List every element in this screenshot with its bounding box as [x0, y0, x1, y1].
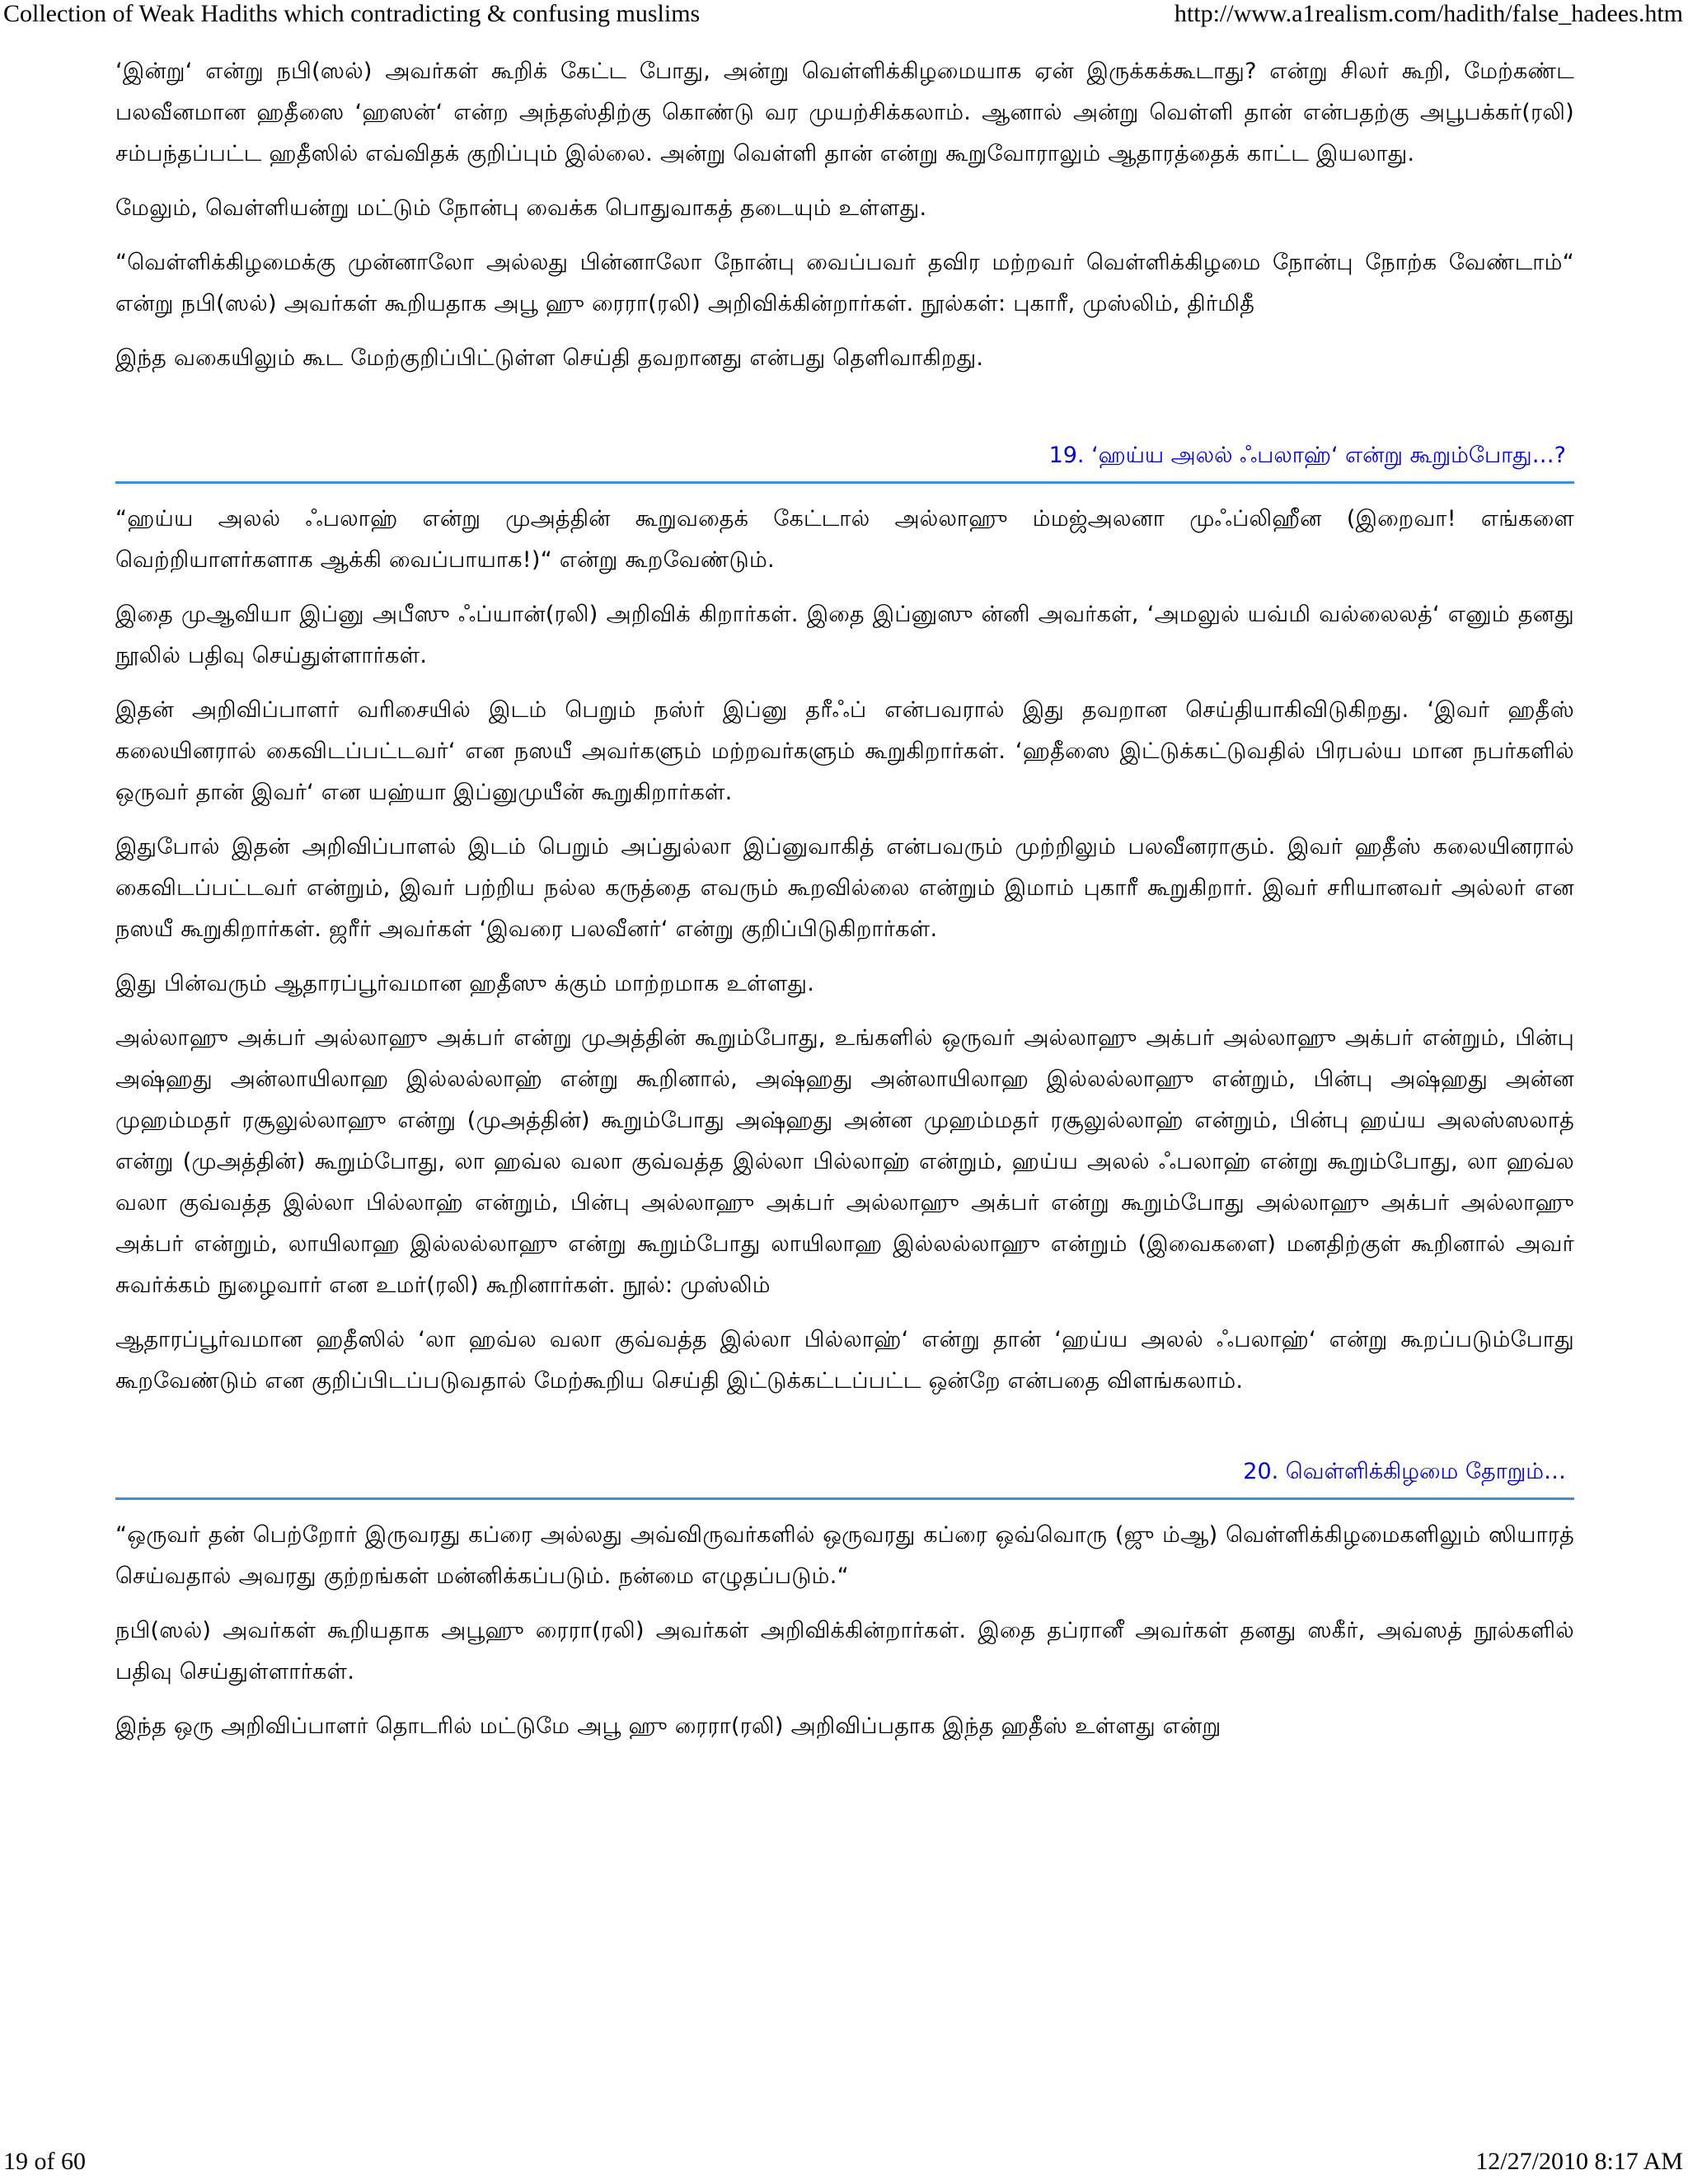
section-20-paragraph: “ஒருவர் தன் பெற்றோர் இருவரது கப்ரை அல்லது அவ்விருவர்களில் ஒருவரது கப்ரை ஒவ்வொரு (ஜு ம்ஆ) வெள்ளிக்கிழமைகளிலும் ஸியாரத் செய்வதால் அவரது குற்றங்கள் மன்னிக்கப்படும். நன்மை எழுதப்படும்.“	[115, 1522, 1574, 1589]
section-19-paragraph: ஆதாரப்பூர்வமான ஹதீஸில் ‘லா ஹவ்ல வலா குவ்வத்த இல்லா பில்லாஹ்‘ என்று தான் ‘ஹய்ய அலல் ஃபலாஹ்‘ என்று கூறப்படும்போது கூறவேண்டும் என குறிப்பிடப்படுவதால் மேற்கூறிய செய்தி இட்டுக்கட்டப்பட்ட ஒன்றே என்பதை விளங்கலாம்.	[115, 1327, 1574, 1394]
print-header-url: http://www.a1realism.com/hadith/false_hadees.htm	[1174, 0, 1683, 27]
section-20-paragraph: நபி(ஸல்) அவர்கள் கூறியதாக அபூஹு ரைரா(ரலி) அவர்கள் அறிவிக்கின்றார்கள். இதை தப்ரானீ அவர்கள் தனது ஸகீர், அவ்ஸத் நூல்களில் பதிவு செய்துள்ளார்கள்.	[115, 1618, 1574, 1685]
section-19-heading: 19. ‘ஹய்ய அலல் ஃபலாஹ்‘ என்று கூறும்போது…?	[1048, 443, 1566, 468]
spacer	[115, 1415, 1574, 1451]
section-19-paragraph: இது பின்வரும் ஆதாரப்பூர்வமான ஹதீஸு க்கும் மாற்றமாக உள்ளது.	[115, 971, 815, 996]
intro-paragraph: இந்த வகையிலும் கூட மேற்குறிப்பிட்டுள்ள செய்தி தவறானது என்பது தெளிவாகிறது.	[115, 345, 984, 371]
section-20-divider	[115, 1497, 1574, 1500]
intro-paragraph: ‘இன்று‘ என்று நபி(ஸல்) அவர்கள் கூறிக் கேட்ட போது, அன்று வெள்ளிக்கிழமையாக ஏன் இருக்கக்கூடாது? என்று சிலர் கூறி, மேற்கண்ட பலவீனமான ஹதீஸை ‘ஹஸன்‘ என்ற அந்தஸ்திற்கு கொண்டு வர முயற்சிக்கலாம். ஆனால் அன்று வெள்ளி தான் என்பதற்கு அபூபக்கர்(ரலி) சம்பந்தப்பட்ட ஹதீஸில் எவ்விதக் குறிப்பும் இல்லை. அன்று வெள்ளி தான் என்று கூறுவோராலும் ஆதாரத்தைக் காட்ட இயலாது.	[115, 59, 1574, 166]
intro-paragraph: “வெள்ளிக்கிழமைக்கு முன்னாலோ அல்லது பின்னாலோ நோன்பு வைப்பவர் தவிர மற்றவர் வெள்ளிக்கிழமை நோன்பு நோற்க வேண்டாம்“ என்று நபி(ஸல்) அவர்கள் கூறியதாக அபூ ஹு ரைரா(ரலி) அறிவிக்கின்றார்கள். நூல்கள்: புகாரீ, முஸ்லிம், திர்மிதீ	[115, 250, 1574, 316]
spacer	[115, 392, 1574, 435]
section-19-divider	[115, 481, 1574, 484]
section-19-paragraph: அல்லாஹு அக்பர் அல்லாஹு அக்பர் என்று முஅத்தின் கூறும்போது, உங்களில் ஒருவர் அல்லாஹு அக்பர் அல்லாஹு அக்பர் என்றும், பின்பு அஷ்ஹது அன்லாயிலாஹ இல்லல்லாஹ் என்று கூறினால், அஷ்ஹது அன்லாயிலாஹ இல்லல்லாஹு என்றும், பின்பு அஷ்ஹது அன்ன முஹம்மதர் ரசூலுல்லாஹு என்று (முஅத்தின்) கூறும்போது அஷ்ஹது அன்ன முஹம்மதர் ரசூலுல்லாஹ் என்றும், பின்பு ஹய்ய அலஸ்ஸலாத் என்று (முஅத்தின்) கூறும்போது, லா ஹவ்ல வலா குவ்வத்த இல்லா பில்லாஹ் என்றும், ஹய்ய அலல் ஃபலாஹ் என்று கூறும்போது, லா ஹவ்ல வலா குவ்வத்த இல்லா பில்லாஹ் என்றும், பின்பு அல்லாஹு அக்பர் அல்லாஹு அக்பர் என்று கூறும்போது அல்லாஹு அக்பர் அல்லாஹு அக்பர் என்றும், லாயிலாஹ இல்லல்லாஹு என்று கூறும்போது லாயிலாஹ இல்லல்லாஹு என்றும் (இவைகளை) மனதிற்குள் கூறினால் அவர் சுவர்க்கம் நுழைவார் என உமர்(ரலி) கூறினார்கள். நூல்: முஸ்லிம்	[115, 1025, 1574, 1298]
section-19-paragraph: இதுபோல் இதன் அறிவிப்பாளல் இடம் பெறும் அப்துல்லா இப்னுவாகித் என்பவரும் முற்றிலும் பலவீனராகும். இவர் ஹதீஸ் கலையினரால் கைவிடப்பட்டவர் என்றும், இவர் பற்றிய நல்ல கருத்தை எவரும் கூறவில்லை என்றும் இமாம் புகாரீ கூறுகிறார். இவர் சரியானவர் அல்லர் என நஸயீ கூறுகிறார்கள். ஜரீர் அவர்கள் ‘இவரை பலவீனர்‘ என்று குறிப்பிடுகிறார்கள்.	[115, 834, 1574, 942]
section-20-paragraph: இந்த ஒரு அறிவிப்பாளர் தொடரில் மட்டுமே அபூ ஹு ரைரா(ரலி) அறிவிப்பதாக இந்த ஹதீஸ் உள்ளது என்று	[115, 1713, 1221, 1739]
intro-paragraph: மேலும், வெள்ளியன்று மட்டும் நோன்பு வைக்க பொதுவாகத் தடையும் உள்ளது.	[115, 195, 927, 221]
section-19-paragraph: இதன் அறிவிப்பாளர் வரிசையில் இடம் பெறும் நஸ்ர் இப்னு தரீஃப் என்பவரால் இது தவறான செய்தியாகிவிடுகிறது. ‘இவர் ஹதீஸ் கலையினரால் கைவிடப்பட்டவர்‘ என நஸயீ அவர்களும் மற்றவர்களும் கூறுகிறார்கள். ‘ஹதீஸை இட்டுக்கட்டுவதில் பிரபல்ய மான நபர்களில் ஒருவர் தான் இவர்‘ என யஹ்யா இப்னுமுயீன் கூறுகிறார்கள்.	[115, 697, 1574, 805]
print-header-title: Collection of Weak Hadiths which contradicting & confusing muslims	[3, 0, 701, 27]
print-header	[0, 0, 1688, 33]
section-20-heading: 20. வெள்ளிக்கிழமை தோறும்…	[1243, 1459, 1566, 1484]
section-19-paragraph: இதை முஆவியா இப்னு அபீஸு ஃப்யான்(ரலி) அறிவிக் கிறார்கள். இதை இப்னுஸு ன்னி அவர்கள், ‘அமலுல் யவ்மி வல்லைலத்‘ எனும் தனது நூலில் பதிவு செய்துள்ளார்கள்.	[115, 602, 1574, 668]
print-timestamp: 12/27/2010 8:17 AM	[1475, 2148, 1683, 2175]
print-footer	[0, 2148, 1688, 2181]
section-19-paragraph: “ஹய்ய அலல் ஃபலாஹ் என்று முஅத்தின் கூறுவதைக் கேட்டால் அல்லாஹு ம்மஜ்அலனா முஃப்லிஹீன (இறைவா! எங்களை வெற்றியாளர்களாக ஆக்கி வைப்பாயாக!)“ என்று கூறவேண்டும்.	[115, 506, 1574, 573]
document-body	[115, 51, 1574, 1760]
page-number: 19 of 60	[3, 2148, 86, 2175]
